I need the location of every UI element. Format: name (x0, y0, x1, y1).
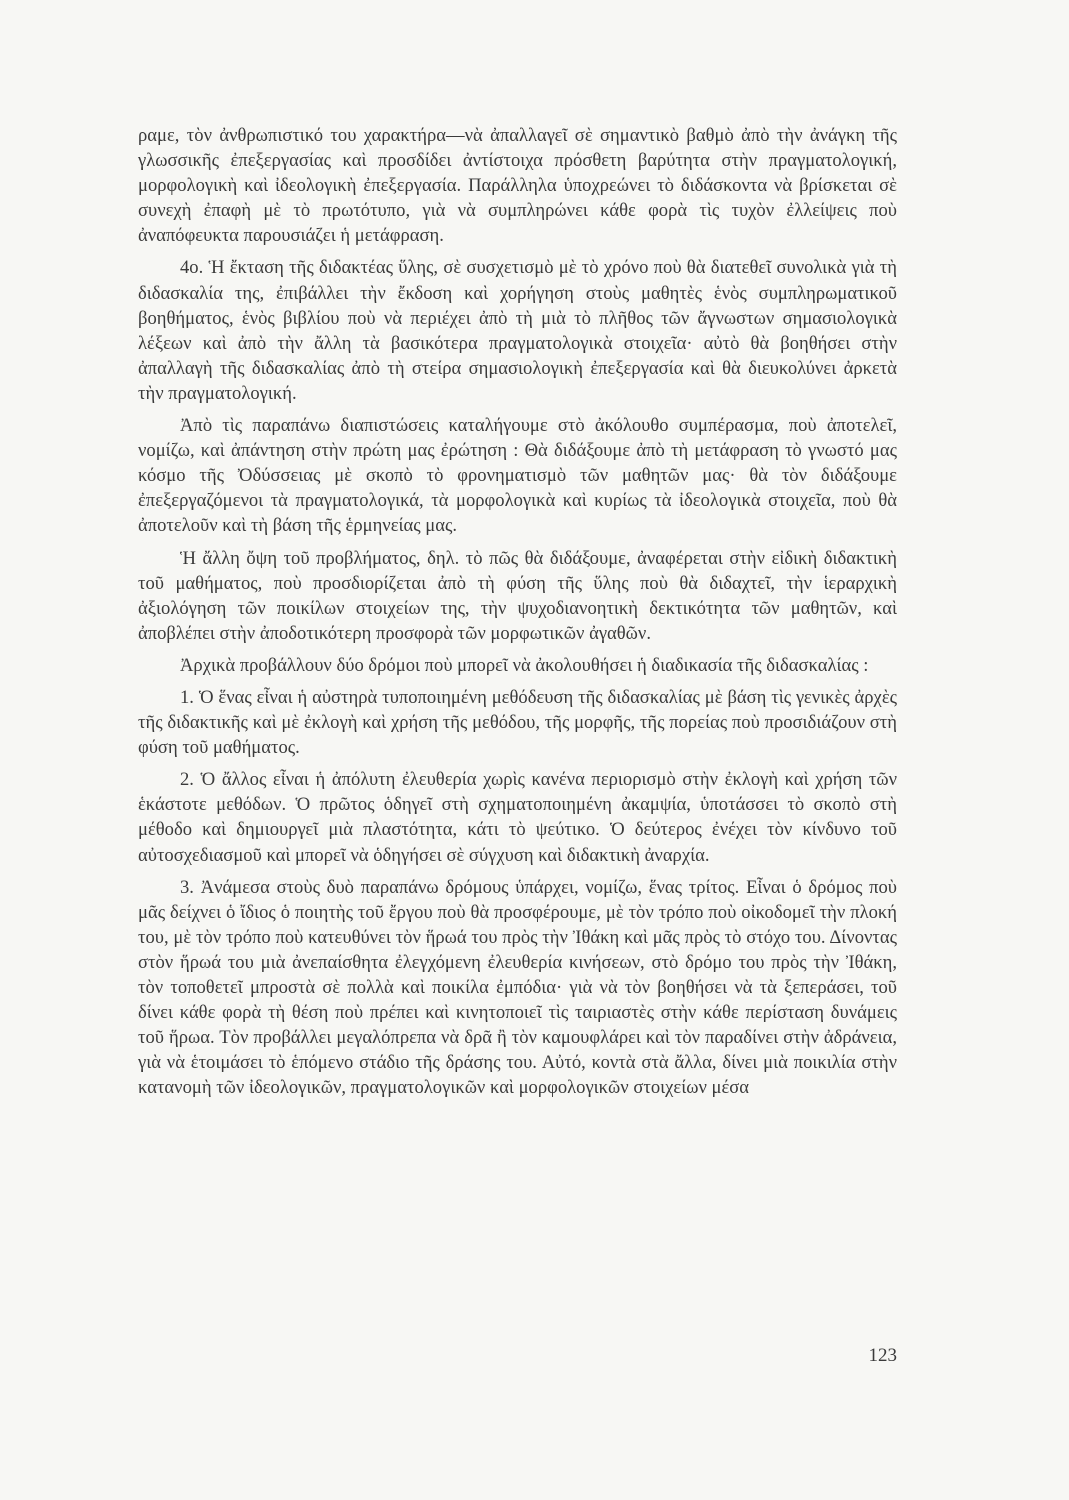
body-text (138, 123, 897, 1107)
paragraph-continuation: ραμε, τὸν ἀνθρωπιστικό του χαρακτήρα—νὰ ἀπαλλαγεῖ σὲ σημαντικὸ βαθμὸ ἀπὸ τὴν ἀνάγκη τῆς γλωσσικῆς ἐπεξεργασίας καὶ προσδίδει ἀντίστοιχα πρόσθετη βαρύτητα στὴν πραγματολογική, μορφολογικὴ καὶ ἰδεολογικὴ ἐπεξεργασία. Παράλληλα ὑποχρεώνει τὸ διδάσκοντα νὰ βρίσκεται σὲ συνεχὴ ἐπαφὴ μὲ τὸ πρωτότυπο, γιὰ νὰ συμπληρώνει κάθε φορὰ τὶς τυχὸν ἐλλείψεις ποὺ ἀναπόφευκτα παρουσιάζει ἡ μετάφραση. (138, 125, 897, 247)
paragraph-point-4: 4ο. Ἡ ἔκταση τῆς διδακτέας ὕλης, σὲ συσχετισμὸ μὲ τὸ χρόνο ποὺ θὰ διατεθεῖ συνολικὰ γιὰ τὴ διδασκαλία της, ἐπιβάλλει τὴν ἔκδοση καὶ χορήγηση στοὺς μαθητὲς ἑνὸς συμπληρωματικοῦ βοηθήματος, ἑνὸς βιβλίου ποὺ νὰ περιέχει ἀπὸ τὴ μιὰ τὸ πλῆθος τῶν ἄγνωστων σημασιολογικὰ λέξεων καὶ ἀπὸ τὴν ἄλλη τὰ βασικότερα πραγματολογικὰ στοιχεῖα· αὐτὸ θὰ βοηθήσει στὴν ἀπαλλαγὴ τῆς διδασκαλίας ἀπὸ τὴ στείρα σημασιολογικὴ ἐπεξεργασία καὶ θὰ διευκολύνει ἀρκετὰ τὴν πραγματολογική. (138, 257, 897, 404)
page-number: 123 (868, 1345, 897, 1366)
paragraph-item-3: 3. Ἀνάμεσα στοὺς δυὸ παραπάνω δρόμους ὑπάρχει, νομίζω, ἕνας τρίτος. Εἶναι ὁ δρόμος ποὺ μᾶς δείχνει ὁ ἴδιος ὁ ποιητὴς τοῦ ἔργου ποὺ θὰ προσφέρουμε, μὲ τὸν τρόπο ποὺ οἰκοδομεῖ τὴν πλοκή του, μὲ τὸν τρόπο ποὺ κατευθύνει τὸν ἥρωά του πρὸς τὴν Ἰθάκη καὶ μᾶς πρὸς τὸ στόχο του. Δίνοντας στὸν ἥρωά του μιὰ ἀνεπαίσθητα ἐλεγχόμενη ἐλευθερία κινήσεων, στὸ δρόμο του πρὸς τὴν Ἰθάκη, τὸν τοποθετεῖ μπροστὰ σὲ πολλὰ καὶ ποικίλα ἐμπόδια· γιὰ νὰ τὸν βοηθήσει νὰ τὰ ξεπεράσει, τοῦ δίνει κάθε φορὰ τὴ θέση ποὺ πρέπει καὶ κινητοποιεῖ τὶς ταιριαστὲς στὴν κάθε περίσταση δυνάμεις τοῦ ἥρωα. Τὸν προβάλλει μεγαλόπρεπα νὰ δρᾶ ἢ τὸν καμουφλάρει καὶ τὸν παραδίνει στὴν ἀδράνεια, γιὰ νὰ ἑτοιμάσει τὸ ἑπόμενο στάδιο τῆς δράσης του. Αὐτό, κοντὰ στὰ ἄλλα, δίνει μιὰ ποικιλία στὴν κατανομὴ τῶν ἰδεολογικῶν, πραγματολογικῶν καὶ μορφολογικῶν στοιχείων μέσα (138, 876, 897, 1099)
paragraph-item-2: 2. Ὁ ἄλλος εἶναι ἡ ἀπόλυτη ἐλευθερία χωρὶς κανένα περιορισμὸ στὴν ἐκλογὴ καὶ χρήση τῶν ἑκάστοτε μεθόδων. Ὁ πρῶτος ὁδηγεῖ στὴ σχηματοποιημένη ἀκαμψία, ὑποτάσσει τὸ σκοπὸ στὴ μέθοδο καὶ δημιουργεῖ μιὰ πλαστότητα, κάτι τὸ ψεύτικο. Ὁ δεύτερος ἐνέχει τὸν κίνδυνο τοῦ αὐτοσχεδιασμοῦ καὶ μπορεῖ νὰ ὁδηγήσει σὲ σύγχυση καὶ διδακτικὴ ἀναρχία. (138, 769, 897, 866)
paragraph-item-1: 1. Ὁ ἕνας εἶναι ἡ αὐστηρὰ τυποποιημένη μεθόδευση τῆς διδασκαλίας μὲ βάση τὶς γενικὲς ἀρχὲς τῆς διδακτικῆς καὶ μὲ ἐκλογὴ καὶ χρήση τῆς μεθόδου, τῆς μορφῆς, τῆς πορείας ποὺ προσιδιάζουν στὴ φύση τοῦ μαθήματος. (138, 686, 897, 759)
paragraph-conclusion: Ἀπὸ τὶς παραπάνω διαπιστώσεις καταλήγουμε στὸ ἀκόλουθο συμπέρασμα, ποὺ ἀποτελεῖ, νομίζω, καὶ ἀπάντηση στὴν πρώτη μας ἐρώτηση : Θὰ διδάξουμε ἀπὸ τὴ μετάφραση τὸ γνωστό μας κόσμο τῆς Ὀδύσσειας μὲ σκοπὸ τὸ φρονηματισμὸ τῶν μαθητῶν μας· θὰ τὸν διδάξουμε ἐπεξεργαζόμενοι τὰ πραγματολογικά, τὰ μορφολογικὰ καὶ κυρίως τὰ ἰδεολογικὰ στοιχεῖα, ποὺ θὰ ἀποτελοῦν καὶ τὴ βάση τῆς ἑρμηνείας μας. (138, 415, 897, 537)
paragraph-two-roads: Ἀρχικὰ προβάλλουν δύο δρόμοι ποὺ μπορεῖ νὰ ἀκολουθήσει ἡ διαδικασία τῆς διδασκαλίας : (180, 654, 869, 676)
paragraph-other-aspect: Ἡ ἄλλη ὄψη τοῦ προβλήματος, δηλ. τὸ πῶς θὰ διδάξουμε, ἀναφέρεται στὴν εἰδικὴ διδακτικὴ τοῦ μαθήματος, ποὺ προσδιορίζεται ἀπὸ τὴ φύση τῆς ὕλης ποὺ θὰ διδαχτεῖ, τὴν ἱεραρχικὴ ἀξιολόγηση τῶν ποικίλων στοιχείων της, τὴν ψυχοδιανοητικὴ δεκτικότητα τῶν μαθητῶν, καὶ ἀποβλέπει στὴν ἀποδοτικότερη προσφορὰ τῶν μορφωτικῶν ἀγαθῶν. (138, 547, 897, 644)
